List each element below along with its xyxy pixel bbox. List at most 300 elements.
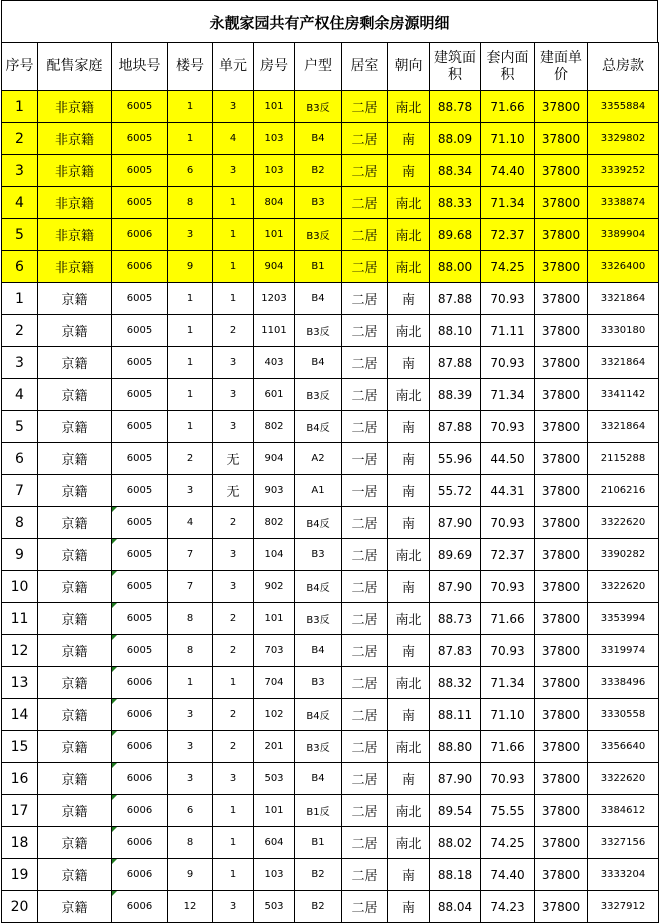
cell-family[interactable]: 京籍 bbox=[38, 411, 112, 443]
cell-total[interactable]: 3333204 bbox=[588, 859, 659, 891]
cell-area[interactable]: 87.90 bbox=[430, 763, 481, 795]
cell-room[interactable]: 1101 bbox=[254, 315, 295, 347]
cell-type[interactable]: B1反 bbox=[295, 795, 342, 827]
cell-plot[interactable]: 6006 bbox=[112, 251, 168, 283]
cell-total[interactable]: 3339252 bbox=[588, 155, 659, 187]
cell-plot[interactable]: 6006 bbox=[112, 859, 168, 891]
cell-seq[interactable]: 3 bbox=[2, 347, 38, 379]
cell-total[interactable]: 3338874 bbox=[588, 187, 659, 219]
cell-seq[interactable]: 9 bbox=[2, 539, 38, 571]
cell-facing[interactable]: 南 bbox=[388, 155, 430, 187]
cell-unit[interactable]: 1 bbox=[213, 219, 254, 251]
cell-area[interactable]: 55.72 bbox=[430, 475, 481, 507]
cell-building[interactable]: 1 bbox=[168, 123, 213, 155]
cell-building[interactable]: 2 bbox=[168, 443, 213, 475]
cell-inner-area[interactable]: 74.40 bbox=[481, 155, 535, 187]
cell-bedrooms[interactable]: 二居 bbox=[342, 507, 388, 539]
cell-room[interactable]: 103 bbox=[254, 859, 295, 891]
cell-plot[interactable]: 6006 bbox=[112, 827, 168, 859]
cell-total[interactable]: 3341142 bbox=[588, 379, 659, 411]
cell-family[interactable]: 京籍 bbox=[38, 891, 112, 923]
cell-plot[interactable]: 6005 bbox=[112, 635, 168, 667]
cell-type[interactable]: B4 bbox=[295, 763, 342, 795]
cell-area[interactable]: 88.10 bbox=[430, 315, 481, 347]
cell-building[interactable]: 1 bbox=[168, 91, 213, 123]
cell-area[interactable]: 88.04 bbox=[430, 891, 481, 923]
cell-building[interactable]: 3 bbox=[168, 219, 213, 251]
cell-bedrooms[interactable]: 二居 bbox=[342, 635, 388, 667]
cell-family[interactable]: 非京籍 bbox=[38, 123, 112, 155]
cell-type[interactable]: B3 bbox=[295, 539, 342, 571]
cell-facing[interactable]: 南北 bbox=[388, 827, 430, 859]
cell-inner-area[interactable]: 71.66 bbox=[481, 731, 535, 763]
cell-building[interactable]: 1 bbox=[168, 315, 213, 347]
cell-bedrooms[interactable]: 二居 bbox=[342, 283, 388, 315]
cell-type[interactable]: B3反 bbox=[295, 315, 342, 347]
cell-type[interactable]: B4 bbox=[295, 283, 342, 315]
cell-seq[interactable]: 18 bbox=[2, 827, 38, 859]
cell-area[interactable]: 55.96 bbox=[430, 443, 481, 475]
cell-facing[interactable]: 南北 bbox=[388, 91, 430, 123]
cell-type[interactable]: B2 bbox=[295, 859, 342, 891]
cell-area[interactable]: 89.68 bbox=[430, 219, 481, 251]
cell-building[interactable]: 1 bbox=[168, 667, 213, 699]
cell-unit[interactable]: 3 bbox=[213, 539, 254, 571]
cell-area[interactable]: 89.69 bbox=[430, 539, 481, 571]
cell-bedrooms[interactable]: 二居 bbox=[342, 251, 388, 283]
cell-unit[interactable]: 2 bbox=[213, 315, 254, 347]
cell-unit-price[interactable]: 37800 bbox=[535, 379, 588, 411]
cell-unit-price[interactable]: 37800 bbox=[535, 475, 588, 507]
cell-family[interactable]: 京籍 bbox=[38, 475, 112, 507]
cell-unit[interactable]: 3 bbox=[213, 155, 254, 187]
cell-room[interactable]: 804 bbox=[254, 187, 295, 219]
cell-unit[interactable]: 3 bbox=[213, 763, 254, 795]
cell-bedrooms[interactable]: 二居 bbox=[342, 795, 388, 827]
cell-bedrooms[interactable]: 二居 bbox=[342, 155, 388, 187]
cell-total[interactable]: 3338496 bbox=[588, 667, 659, 699]
cell-family[interactable]: 京籍 bbox=[38, 731, 112, 763]
cell-room[interactable]: 704 bbox=[254, 667, 295, 699]
cell-total[interactable]: 3322620 bbox=[588, 763, 659, 795]
cell-plot[interactable]: 6005 bbox=[112, 123, 168, 155]
cell-unit[interactable]: 1 bbox=[213, 251, 254, 283]
cell-plot[interactable]: 6006 bbox=[112, 795, 168, 827]
cell-unit-price[interactable]: 37800 bbox=[535, 443, 588, 475]
cell-room[interactable]: 503 bbox=[254, 763, 295, 795]
cell-facing[interactable]: 南 bbox=[388, 699, 430, 731]
cell-seq[interactable]: 12 bbox=[2, 635, 38, 667]
cell-inner-area[interactable]: 71.66 bbox=[481, 603, 535, 635]
cell-seq[interactable]: 20 bbox=[2, 891, 38, 923]
cell-inner-area[interactable]: 74.25 bbox=[481, 251, 535, 283]
cell-total[interactable]: 3327156 bbox=[588, 827, 659, 859]
cell-seq[interactable]: 5 bbox=[2, 219, 38, 251]
cell-facing[interactable]: 南 bbox=[388, 475, 430, 507]
cell-family[interactable]: 京籍 bbox=[38, 667, 112, 699]
cell-total[interactable]: 3390282 bbox=[588, 539, 659, 571]
cell-family[interactable]: 京籍 bbox=[38, 827, 112, 859]
cell-total[interactable]: 2106216 bbox=[588, 475, 659, 507]
cell-seq[interactable]: 5 bbox=[2, 411, 38, 443]
cell-bedrooms[interactable]: 二居 bbox=[342, 827, 388, 859]
cell-unit[interactable]: 1 bbox=[213, 795, 254, 827]
cell-seq[interactable]: 1 bbox=[2, 283, 38, 315]
cell-area[interactable]: 88.11 bbox=[430, 699, 481, 731]
cell-bedrooms[interactable]: 一居 bbox=[342, 443, 388, 475]
cell-bedrooms[interactable]: 二居 bbox=[342, 667, 388, 699]
cell-unit-price[interactable]: 37800 bbox=[535, 763, 588, 795]
cell-room[interactable]: 904 bbox=[254, 251, 295, 283]
cell-seq[interactable]: 6 bbox=[2, 251, 38, 283]
cell-building[interactable]: 6 bbox=[168, 795, 213, 827]
cell-unit-price[interactable]: 37800 bbox=[535, 699, 588, 731]
cell-unit[interactable]: 3 bbox=[213, 379, 254, 411]
cell-bedrooms[interactable]: 二居 bbox=[342, 411, 388, 443]
cell-plot[interactable]: 6005 bbox=[112, 315, 168, 347]
cell-facing[interactable]: 南北 bbox=[388, 187, 430, 219]
cell-building[interactable]: 3 bbox=[168, 475, 213, 507]
cell-facing[interactable]: 南北 bbox=[388, 667, 430, 699]
cell-total[interactable]: 3330180 bbox=[588, 315, 659, 347]
cell-seq[interactable]: 3 bbox=[2, 155, 38, 187]
cell-type[interactable]: B3反 bbox=[295, 731, 342, 763]
cell-family[interactable]: 非京籍 bbox=[38, 251, 112, 283]
cell-family[interactable]: 京籍 bbox=[38, 443, 112, 475]
cell-family[interactable]: 非京籍 bbox=[38, 91, 112, 123]
cell-family[interactable]: 京籍 bbox=[38, 763, 112, 795]
cell-bedrooms[interactable]: 二居 bbox=[342, 539, 388, 571]
cell-unit[interactable]: 1 bbox=[213, 187, 254, 219]
cell-bedrooms[interactable]: 一居 bbox=[342, 475, 388, 507]
cell-unit-price[interactable]: 37800 bbox=[535, 251, 588, 283]
cell-building[interactable]: 8 bbox=[168, 187, 213, 219]
cell-unit[interactable]: 2 bbox=[213, 699, 254, 731]
cell-total[interactable]: 2115288 bbox=[588, 443, 659, 475]
cell-plot[interactable]: 6005 bbox=[112, 91, 168, 123]
cell-bedrooms[interactable]: 二居 bbox=[342, 891, 388, 923]
cell-type[interactable]: B4反 bbox=[295, 571, 342, 603]
cell-seq[interactable]: 7 bbox=[2, 475, 38, 507]
cell-room[interactable]: 802 bbox=[254, 507, 295, 539]
cell-type[interactable]: B4 bbox=[295, 123, 342, 155]
cell-area[interactable]: 87.90 bbox=[430, 571, 481, 603]
cell-unit[interactable]: 无 bbox=[213, 443, 254, 475]
cell-total[interactable]: 3384612 bbox=[588, 795, 659, 827]
cell-facing[interactable]: 南 bbox=[388, 347, 430, 379]
cell-unit-price[interactable]: 37800 bbox=[535, 667, 588, 699]
cell-total[interactable]: 3321864 bbox=[588, 283, 659, 315]
cell-room[interactable]: 902 bbox=[254, 571, 295, 603]
cell-inner-area[interactable]: 71.10 bbox=[481, 123, 535, 155]
cell-area[interactable]: 88.18 bbox=[430, 859, 481, 891]
cell-total[interactable]: 3321864 bbox=[588, 411, 659, 443]
cell-area[interactable]: 87.90 bbox=[430, 507, 481, 539]
cell-total[interactable]: 3326400 bbox=[588, 251, 659, 283]
cell-area[interactable]: 88.00 bbox=[430, 251, 481, 283]
cell-unit-price[interactable]: 37800 bbox=[535, 635, 588, 667]
cell-inner-area[interactable]: 71.11 bbox=[481, 315, 535, 347]
cell-bedrooms[interactable]: 二居 bbox=[342, 219, 388, 251]
cell-facing[interactable]: 南北 bbox=[388, 795, 430, 827]
cell-room[interactable]: 103 bbox=[254, 123, 295, 155]
cell-total[interactable]: 3322620 bbox=[588, 571, 659, 603]
cell-unit-price[interactable]: 37800 bbox=[535, 347, 588, 379]
cell-inner-area[interactable]: 70.93 bbox=[481, 571, 535, 603]
cell-seq[interactable]: 8 bbox=[2, 507, 38, 539]
cell-seq[interactable]: 1 bbox=[2, 91, 38, 123]
cell-total[interactable]: 3327912 bbox=[588, 891, 659, 923]
cell-area[interactable]: 88.39 bbox=[430, 379, 481, 411]
cell-building[interactable]: 8 bbox=[168, 603, 213, 635]
cell-area[interactable]: 88.02 bbox=[430, 827, 481, 859]
cell-inner-area[interactable]: 74.25 bbox=[481, 827, 535, 859]
cell-inner-area[interactable]: 44.50 bbox=[481, 443, 535, 475]
cell-total[interactable]: 3321864 bbox=[588, 347, 659, 379]
cell-room[interactable]: 703 bbox=[254, 635, 295, 667]
cell-type[interactable]: B3反 bbox=[295, 219, 342, 251]
cell-unit[interactable]: 4 bbox=[213, 123, 254, 155]
cell-type[interactable]: A1 bbox=[295, 475, 342, 507]
cell-family[interactable]: 京籍 bbox=[38, 379, 112, 411]
cell-area[interactable]: 87.88 bbox=[430, 283, 481, 315]
cell-plot[interactable]: 6006 bbox=[112, 219, 168, 251]
cell-facing[interactable]: 南 bbox=[388, 283, 430, 315]
cell-building[interactable]: 12 bbox=[168, 891, 213, 923]
cell-plot[interactable]: 6006 bbox=[112, 699, 168, 731]
cell-facing[interactable]: 南 bbox=[388, 507, 430, 539]
cell-family[interactable]: 京籍 bbox=[38, 347, 112, 379]
cell-building[interactable]: 3 bbox=[168, 699, 213, 731]
cell-family[interactable]: 非京籍 bbox=[38, 219, 112, 251]
cell-unit-price[interactable]: 37800 bbox=[535, 315, 588, 347]
cell-plot[interactable]: 6005 bbox=[112, 187, 168, 219]
cell-inner-area[interactable]: 71.34 bbox=[481, 379, 535, 411]
cell-inner-area[interactable]: 71.34 bbox=[481, 187, 535, 219]
cell-unit[interactable]: 2 bbox=[213, 731, 254, 763]
cell-building[interactable]: 3 bbox=[168, 763, 213, 795]
cell-plot[interactable]: 6006 bbox=[112, 667, 168, 699]
cell-building[interactable]: 8 bbox=[168, 827, 213, 859]
cell-plot[interactable]: 6005 bbox=[112, 347, 168, 379]
cell-facing[interactable]: 南 bbox=[388, 443, 430, 475]
cell-facing[interactable]: 南北 bbox=[388, 603, 430, 635]
cell-building[interactable]: 1 bbox=[168, 411, 213, 443]
cell-building[interactable]: 9 bbox=[168, 859, 213, 891]
cell-facing[interactable]: 南 bbox=[388, 891, 430, 923]
cell-bedrooms[interactable]: 二居 bbox=[342, 123, 388, 155]
cell-type[interactable]: B4反 bbox=[295, 411, 342, 443]
cell-total[interactable]: 3319974 bbox=[588, 635, 659, 667]
cell-unit[interactable]: 3 bbox=[213, 347, 254, 379]
cell-total[interactable]: 3322620 bbox=[588, 507, 659, 539]
cell-building[interactable]: 6 bbox=[168, 155, 213, 187]
cell-family[interactable]: 京籍 bbox=[38, 571, 112, 603]
cell-plot[interactable]: 6005 bbox=[112, 475, 168, 507]
cell-total[interactable]: 3330558 bbox=[588, 699, 659, 731]
cell-facing[interactable]: 南北 bbox=[388, 219, 430, 251]
cell-total[interactable]: 3329802 bbox=[588, 123, 659, 155]
cell-room[interactable]: 1203 bbox=[254, 283, 295, 315]
cell-seq[interactable]: 19 bbox=[2, 859, 38, 891]
cell-facing[interactable]: 南 bbox=[388, 635, 430, 667]
cell-room[interactable]: 802 bbox=[254, 411, 295, 443]
cell-type[interactable]: B3反 bbox=[295, 379, 342, 411]
cell-building[interactable]: 1 bbox=[168, 347, 213, 379]
cell-facing[interactable]: 南 bbox=[388, 411, 430, 443]
cell-bedrooms[interactable]: 二居 bbox=[342, 699, 388, 731]
cell-room[interactable]: 103 bbox=[254, 155, 295, 187]
cell-plot[interactable]: 6005 bbox=[112, 507, 168, 539]
cell-unit-price[interactable]: 37800 bbox=[535, 539, 588, 571]
cell-type[interactable]: B3 bbox=[295, 187, 342, 219]
cell-type[interactable]: B2 bbox=[295, 155, 342, 187]
cell-unit-price[interactable]: 37800 bbox=[535, 571, 588, 603]
cell-family[interactable]: 非京籍 bbox=[38, 187, 112, 219]
cell-bedrooms[interactable]: 二居 bbox=[342, 315, 388, 347]
cell-family[interactable]: 京籍 bbox=[38, 315, 112, 347]
cell-family[interactable]: 京籍 bbox=[38, 283, 112, 315]
cell-unit-price[interactable]: 37800 bbox=[535, 795, 588, 827]
cell-area[interactable]: 89.54 bbox=[430, 795, 481, 827]
cell-plot[interactable]: 6006 bbox=[112, 731, 168, 763]
cell-area[interactable]: 88.80 bbox=[430, 731, 481, 763]
cell-bedrooms[interactable]: 二居 bbox=[342, 347, 388, 379]
cell-unit-price[interactable]: 37800 bbox=[535, 219, 588, 251]
cell-plot[interactable]: 6005 bbox=[112, 155, 168, 187]
cell-unit-price[interactable]: 37800 bbox=[535, 155, 588, 187]
cell-room[interactable]: 904 bbox=[254, 443, 295, 475]
cell-unit-price[interactable]: 37800 bbox=[535, 827, 588, 859]
cell-seq[interactable]: 14 bbox=[2, 699, 38, 731]
cell-type[interactable]: B2 bbox=[295, 891, 342, 923]
cell-inner-area[interactable]: 74.23 bbox=[481, 891, 535, 923]
cell-inner-area[interactable]: 71.66 bbox=[481, 91, 535, 123]
cell-unit-price[interactable]: 37800 bbox=[535, 91, 588, 123]
cell-type[interactable]: B3 bbox=[295, 667, 342, 699]
cell-unit-price[interactable]: 37800 bbox=[535, 411, 588, 443]
cell-facing[interactable]: 南北 bbox=[388, 315, 430, 347]
cell-building[interactable]: 9 bbox=[168, 251, 213, 283]
cell-inner-area[interactable]: 70.93 bbox=[481, 635, 535, 667]
cell-family[interactable]: 京籍 bbox=[38, 635, 112, 667]
cell-area[interactable]: 88.34 bbox=[430, 155, 481, 187]
cell-seq[interactable]: 11 bbox=[2, 603, 38, 635]
cell-unit[interactable]: 3 bbox=[213, 891, 254, 923]
cell-total[interactable]: 3353994 bbox=[588, 603, 659, 635]
cell-total[interactable]: 3389904 bbox=[588, 219, 659, 251]
cell-inner-area[interactable]: 71.34 bbox=[481, 667, 535, 699]
cell-room[interactable]: 201 bbox=[254, 731, 295, 763]
cell-unit-price[interactable]: 37800 bbox=[535, 283, 588, 315]
cell-type[interactable]: B3反 bbox=[295, 603, 342, 635]
cell-unit-price[interactable]: 37800 bbox=[535, 891, 588, 923]
cell-inner-area[interactable]: 70.93 bbox=[481, 507, 535, 539]
cell-unit[interactable]: 无 bbox=[213, 475, 254, 507]
cell-building[interactable]: 3 bbox=[168, 731, 213, 763]
cell-facing[interactable]: 南北 bbox=[388, 539, 430, 571]
cell-bedrooms[interactable]: 二居 bbox=[342, 603, 388, 635]
cell-unit-price[interactable]: 37800 bbox=[535, 731, 588, 763]
cell-family[interactable]: 京籍 bbox=[38, 539, 112, 571]
cell-bedrooms[interactable]: 二居 bbox=[342, 859, 388, 891]
cell-plot[interactable]: 6006 bbox=[112, 891, 168, 923]
cell-inner-area[interactable]: 75.55 bbox=[481, 795, 535, 827]
cell-bedrooms[interactable]: 二居 bbox=[342, 91, 388, 123]
cell-unit-price[interactable]: 37800 bbox=[535, 859, 588, 891]
cell-building[interactable]: 1 bbox=[168, 283, 213, 315]
cell-type[interactable]: B4 bbox=[295, 635, 342, 667]
cell-inner-area[interactable]: 44.31 bbox=[481, 475, 535, 507]
cell-room[interactable]: 403 bbox=[254, 347, 295, 379]
cell-plot[interactable]: 6005 bbox=[112, 379, 168, 411]
cell-unit[interactable]: 1 bbox=[213, 283, 254, 315]
cell-seq[interactable]: 2 bbox=[2, 315, 38, 347]
cell-bedrooms[interactable]: 二居 bbox=[342, 187, 388, 219]
cell-type[interactable]: B4反 bbox=[295, 507, 342, 539]
cell-facing[interactable]: 南 bbox=[388, 571, 430, 603]
cell-plot[interactable]: 6005 bbox=[112, 283, 168, 315]
cell-plot[interactable]: 6005 bbox=[112, 539, 168, 571]
cell-family[interactable]: 京籍 bbox=[38, 507, 112, 539]
cell-bedrooms[interactable]: 二居 bbox=[342, 763, 388, 795]
cell-family[interactable]: 非京籍 bbox=[38, 155, 112, 187]
cell-building[interactable]: 7 bbox=[168, 571, 213, 603]
cell-facing[interactable]: 南北 bbox=[388, 731, 430, 763]
cell-room[interactable]: 601 bbox=[254, 379, 295, 411]
cell-area[interactable]: 88.33 bbox=[430, 187, 481, 219]
cell-area[interactable]: 88.73 bbox=[430, 603, 481, 635]
cell-facing[interactable]: 南 bbox=[388, 859, 430, 891]
cell-type[interactable]: B4 bbox=[295, 347, 342, 379]
cell-inner-area[interactable]: 70.93 bbox=[481, 347, 535, 379]
cell-type[interactable]: B1 bbox=[295, 827, 342, 859]
cell-unit[interactable]: 3 bbox=[213, 411, 254, 443]
cell-unit[interactable]: 1 bbox=[213, 827, 254, 859]
cell-plot[interactable]: 6005 bbox=[112, 571, 168, 603]
cell-building[interactable]: 4 bbox=[168, 507, 213, 539]
cell-plot[interactable]: 6006 bbox=[112, 763, 168, 795]
cell-area[interactable]: 87.83 bbox=[430, 635, 481, 667]
cell-facing[interactable]: 南北 bbox=[388, 379, 430, 411]
cell-building[interactable]: 1 bbox=[168, 379, 213, 411]
cell-seq[interactable]: 4 bbox=[2, 379, 38, 411]
cell-building[interactable]: 7 bbox=[168, 539, 213, 571]
cell-inner-area[interactable]: 71.10 bbox=[481, 699, 535, 731]
cell-area[interactable]: 87.88 bbox=[430, 347, 481, 379]
cell-room[interactable]: 903 bbox=[254, 475, 295, 507]
cell-type[interactable]: A2 bbox=[295, 443, 342, 475]
cell-inner-area[interactable]: 72.37 bbox=[481, 219, 535, 251]
cell-inner-area[interactable]: 70.93 bbox=[481, 763, 535, 795]
cell-family[interactable]: 京籍 bbox=[38, 859, 112, 891]
cell-bedrooms[interactable]: 二居 bbox=[342, 571, 388, 603]
cell-area[interactable]: 88.32 bbox=[430, 667, 481, 699]
cell-plot[interactable]: 6005 bbox=[112, 411, 168, 443]
cell-area[interactable]: 88.09 bbox=[430, 123, 481, 155]
cell-type[interactable]: B4反 bbox=[295, 699, 342, 731]
cell-total[interactable]: 3355884 bbox=[588, 91, 659, 123]
cell-room[interactable]: 101 bbox=[254, 219, 295, 251]
cell-unit[interactable]: 3 bbox=[213, 91, 254, 123]
cell-inner-area[interactable]: 72.37 bbox=[481, 539, 535, 571]
cell-room[interactable]: 102 bbox=[254, 699, 295, 731]
cell-plot[interactable]: 6005 bbox=[112, 603, 168, 635]
cell-unit[interactable]: 2 bbox=[213, 507, 254, 539]
cell-building[interactable]: 8 bbox=[168, 635, 213, 667]
cell-room[interactable]: 604 bbox=[254, 827, 295, 859]
cell-unit[interactable]: 1 bbox=[213, 667, 254, 699]
